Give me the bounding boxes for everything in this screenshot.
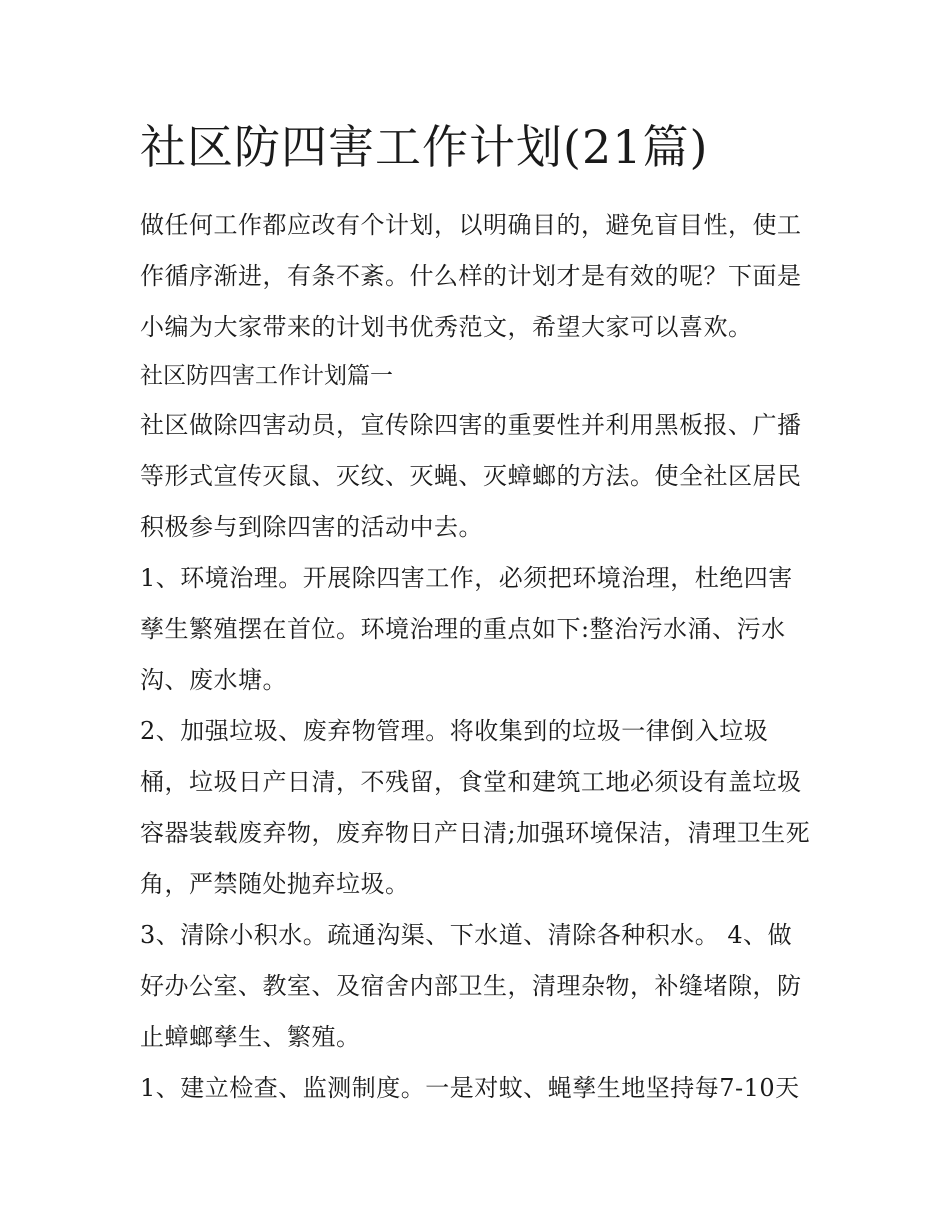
intro-paragraph: 做任何工作都应改有个计划，以明确目的，避免盲目性，使工作循序渐进，有条不紊。什么样的计划才是有效的呢？下面是小编为大家带来的计划书优秀范文，希望大家可以喜欢。 (140, 211, 802, 341)
body-paragraph: 1、环境治理。开展除四害工作，必须把环境治理，杜绝四害孳生繁殖摆在首位。环境治理的重点如下:整治污水涌、污水沟、废水塘。 (140, 564, 793, 694)
body-paragraph: 3、清除小积水。疏通沟渠、下水道、清除各种积水。 4、做好办公室、教室、及宿舍内部卫生，清理杂物，补缝堵隙，防止蟑螂孳生、繁殖。 (140, 921, 802, 1051)
body-paragraph: 2、加强垃圾、废弃物管理。将收集到的垃圾一律倒入垃圾桶，垃圾日产日清，不残留，食堂和建筑工地必须设有盖垃圾容器装载废弃物，废弃物日产日清;加强环境保洁，清理卫生死角，严禁随处抛弃垃圾。 (140, 717, 811, 898)
body-paragraph: 1、建立检查、监测制度。一是对蚊、蝇孳生地坚持每7-10天 (140, 1074, 800, 1102)
section-heading: 社区防四害工作计划篇一 (140, 363, 393, 389)
body-paragraph: 社区做除四害动员，宣传除四害的重要性并利用黑板报、广播等形式宣传灭鼠、灭纹、灭蝇、灭蟑螂的方法。使全社区居民积极参与到除四害的活动中去。 (140, 411, 802, 541)
document-body (140, 112, 815, 1114)
document-title: 社区防四害工作计划(21篇) (140, 120, 709, 174)
